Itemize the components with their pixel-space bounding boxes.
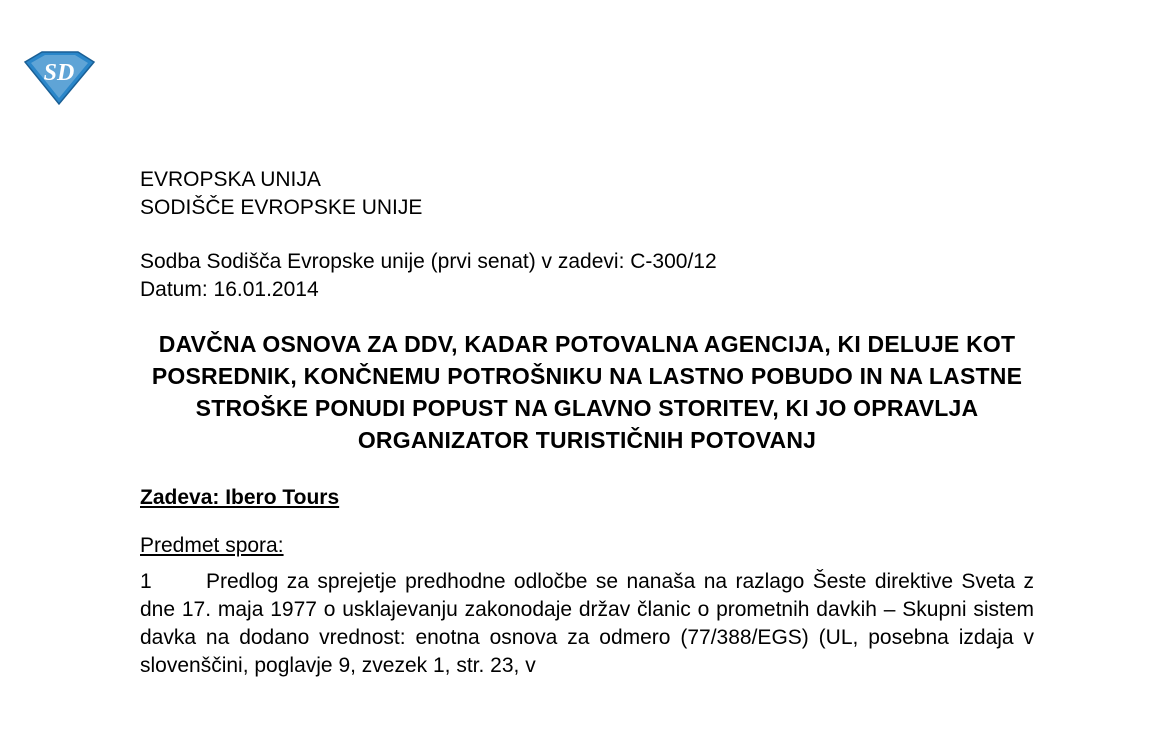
court-header bbox=[140, 166, 1034, 222]
paragraph-number: 1 bbox=[140, 570, 152, 593]
union-name: EVROPSKA UNIJA bbox=[140, 168, 321, 191]
document-title: DAVČNA OSNOVA ZA DDV, KADAR POTOVALNA AGENCIJA, KI DELUJE KOT POSREDNIK, KONČNEMU POTROŠNIKU NA LASTNO POBUDO IN NA LASTNE STROŠKE PONUDI POPUST NA GLAVNO STORITEV, KI JO OPRAVLJA ORGANIZATOR TURISTIČNIH POTOVANJ bbox=[151, 331, 1023, 453]
judgment-reference: Sodba Sodišča Evropske unije (prvi senat) v zadevi: C-300/12 bbox=[140, 250, 717, 273]
judgment-date: Datum: 16.01.2014 bbox=[140, 278, 319, 301]
logo-monogram: SD bbox=[43, 60, 75, 86]
document-body bbox=[140, 166, 1034, 680]
paragraph-text: Predlog za sprejetje predhodne odločbe se nanaša na razlago Šeste direktive Sveta z dne 17. maja 1977 o usklajevanju zakonodaje držav članic o prometnih davkih – Skupni sistem davka na dodano vrednost: enotna osnova za odmero (77/388/EGS) (UL, posebna izdaja v slovenščini, poglavje 9, zvezek 1, str. 23, v bbox=[140, 570, 1034, 677]
court-name: SODIŠČE EVROPSKE UNIJE bbox=[140, 196, 423, 219]
court-emblem-icon bbox=[22, 48, 96, 106]
subject-heading: Predmet spora: bbox=[140, 534, 284, 557]
judgment-meta bbox=[140, 248, 1034, 304]
court-logo bbox=[22, 48, 96, 106]
case-name: Zadeva: Ibero Tours bbox=[140, 486, 340, 509]
paragraph-1 bbox=[140, 568, 1034, 680]
